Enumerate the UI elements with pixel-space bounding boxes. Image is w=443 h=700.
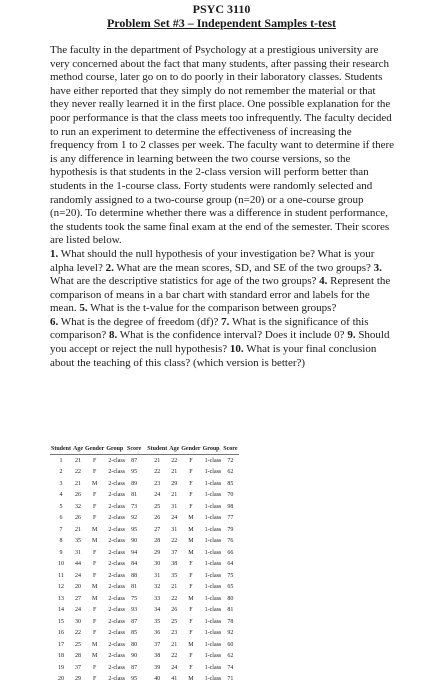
- table-row: [50, 605, 239, 617]
- table-cell: 90: [131, 653, 138, 660]
- table-cell: F: [189, 653, 193, 660]
- table-cell: 85: [131, 630, 138, 637]
- table-cell: 25: [75, 641, 82, 648]
- table-cell: F: [189, 664, 193, 671]
- table-cell: 1-class: [204, 607, 222, 614]
- table-cell: 92: [131, 515, 138, 522]
- table-cell: 22: [154, 469, 161, 476]
- table-cell: 35: [171, 572, 178, 579]
- column-header-score: Score: [126, 446, 142, 455]
- table-cell: M: [188, 595, 194, 602]
- column-header-group: Group: [202, 446, 223, 455]
- table-cell: 32: [154, 584, 161, 591]
- table-cell: M: [92, 538, 98, 545]
- table-cell: 37: [154, 641, 161, 648]
- table-cell: 1-class: [204, 676, 222, 683]
- table-cell: M: [92, 641, 98, 648]
- table-cell: F: [93, 561, 97, 568]
- table-cell: 8: [59, 538, 63, 545]
- table-row: [50, 582, 239, 594]
- table-cell: 87: [131, 618, 138, 625]
- table-cell: 1-class: [204, 515, 222, 522]
- table-row: [50, 616, 239, 628]
- table-cell: 71: [227, 676, 234, 683]
- table-cell: F: [189, 480, 193, 487]
- table-cell: 62: [227, 653, 234, 660]
- table-cell: 1-class: [204, 584, 222, 591]
- table-cell: 2-class: [108, 607, 126, 614]
- intro-paragraph: The faculty in the department of Psychology at a prestigious university are very concerned about the fact that many students, after passing their research method course, later go on to do poorly in their laboratory classes. Students have either reported that they simply do not remember the material or that they never really learned it in the first place. One possible explanation for the poor performance is that the class meets too infrequently. The faculty decided to run an experiment to determine the effectiveness of increasing the frequency from 1 to 2 classes per week. The faculty want to determine if there is any difference in learning between the two course versions, so the hypothesis is that students in the 2-class version will perform better than students in the 1-course class. Forty students were randomly selected and randomly assigned to a two-course group (n=20) or a one-course group (n=20). To determine whether there was a difference in student performance, the students took the same final exam at the end of the semester. Their scores are listed below.: [50, 44, 395, 247]
- table-cell: 93: [131, 607, 138, 614]
- table-cell: M: [92, 595, 98, 602]
- table-cell: 28: [75, 653, 82, 660]
- table-cell: 34: [154, 607, 161, 614]
- table-cell: 26: [75, 515, 82, 522]
- table-cell: 79: [227, 526, 234, 533]
- table-cell: 81: [227, 607, 234, 614]
- table-cell: 2-class: [108, 480, 126, 487]
- table-cell: 1-class: [204, 538, 222, 545]
- table-cell: 20: [58, 676, 64, 683]
- table-cell: 2-class: [108, 572, 126, 579]
- table-cell: 25: [154, 503, 161, 510]
- table-cell: 18: [58, 653, 64, 660]
- table-cell: 20: [75, 584, 82, 591]
- table-cell: 1-class: [204, 492, 222, 499]
- table-cell: 24: [171, 664, 178, 671]
- table-cell: 37: [75, 664, 82, 671]
- table-row: [50, 536, 239, 548]
- column-header-student: Student: [146, 446, 168, 455]
- table-cell: 37: [171, 549, 178, 556]
- table-cell: 1-class: [204, 549, 222, 556]
- question-text: What is the degree of freedom (df)?: [58, 315, 222, 328]
- table-cell: F: [189, 457, 193, 464]
- table-cell: 2-class: [108, 457, 126, 464]
- table-cell: F: [93, 664, 97, 671]
- table-cell: 4: [59, 492, 63, 499]
- question-number: 1.: [50, 247, 59, 260]
- table-cell: F: [189, 492, 193, 499]
- table-cell: 94: [131, 549, 138, 556]
- table-cell: 64: [227, 561, 234, 568]
- table-row: [50, 513, 239, 525]
- table-cell: 10: [58, 561, 64, 568]
- table-cell: 2-class: [108, 538, 126, 545]
- table-cell: 98: [227, 503, 234, 510]
- table-cell: 60: [227, 641, 234, 648]
- question-number: 3.: [373, 261, 382, 274]
- table-cell: F: [189, 630, 193, 637]
- column-header-age: Age: [72, 446, 84, 455]
- table-cell: 89: [131, 480, 138, 487]
- table-cell: 23: [171, 630, 178, 637]
- table-cell: 19: [58, 664, 64, 671]
- table-row: [50, 628, 239, 640]
- table-cell: 15: [58, 618, 64, 625]
- question-text: What is the confidence interval? Does it include 0?: [117, 329, 348, 342]
- table-row: [50, 467, 239, 479]
- table-cell: 2-class: [108, 595, 126, 602]
- table-cell: 1-class: [204, 595, 222, 602]
- table-cell: M: [188, 538, 194, 545]
- table-cell: 21: [171, 641, 178, 648]
- table-cell: 1-class: [204, 618, 222, 625]
- table-cell: 62: [227, 469, 234, 476]
- question-text: What should the null hypothesis of your investigation be? What is your alpha level?: [50, 247, 375, 274]
- table-cell: 29: [154, 549, 161, 556]
- table-cell: 22: [171, 457, 178, 464]
- table-cell: 9: [59, 549, 63, 556]
- table-cell: 11: [58, 572, 64, 579]
- table-cell: F: [189, 572, 193, 579]
- question-number: 4.: [319, 275, 328, 288]
- table-cell: 2-class: [108, 469, 126, 476]
- table-cell: 95: [131, 526, 138, 533]
- question-text: What is the significance of this comparison?: [50, 315, 369, 342]
- table-cell: 31: [171, 526, 178, 533]
- table-cell: 22: [171, 538, 178, 545]
- column-header-age: Age: [168, 446, 180, 455]
- table-cell: 24: [75, 607, 82, 614]
- table-cell: 2-class: [108, 653, 126, 660]
- table-cell: 87: [131, 664, 138, 671]
- table-cell: 2-class: [108, 618, 126, 625]
- table-cell: 66: [227, 549, 234, 556]
- column-header-gender: Gender: [84, 446, 105, 455]
- table-cell: 21: [171, 492, 178, 499]
- table-cell: 38: [154, 653, 161, 660]
- data-table: [50, 446, 239, 685]
- table-cell: 30: [75, 618, 82, 625]
- table-cell: 41: [171, 676, 178, 683]
- table-cell: 12: [58, 584, 64, 591]
- question-text: What is the t-value for the comparison between groups?: [87, 302, 337, 315]
- table-cell: 26: [171, 607, 178, 614]
- question-text: What are the descriptive statistics for age of the two groups?: [50, 275, 320, 288]
- table-cell: 3: [59, 480, 63, 487]
- table-cell: M: [188, 549, 194, 556]
- table-cell: F: [189, 503, 193, 510]
- table-cell: 1-class: [204, 572, 222, 579]
- question-number: 2.: [105, 261, 114, 274]
- table-cell: F: [93, 457, 97, 464]
- question-number: 9.: [347, 329, 356, 342]
- table-cell: F: [189, 584, 193, 591]
- table-cell: 1-class: [204, 641, 222, 648]
- questions-list: [50, 248, 395, 370]
- table-cell: 6: [59, 515, 63, 522]
- page-title: Problem Set #3 – Independent Samples t-test: [106, 16, 337, 30]
- table-cell: F: [93, 469, 97, 476]
- table-cell: 23: [154, 480, 161, 487]
- table-cell: 21: [75, 457, 82, 464]
- table-cell: 21: [75, 526, 82, 533]
- table-cell: 2-class: [108, 676, 126, 683]
- question-text: Should you accept or reject the null hypothesis?: [50, 329, 390, 356]
- table-cell: M: [188, 515, 194, 522]
- table-cell: 2-class: [108, 526, 126, 533]
- table-cell: 21: [75, 480, 82, 487]
- table-cell: M: [92, 584, 98, 591]
- table-cell: 5: [59, 503, 63, 510]
- table-row: [50, 501, 239, 513]
- table-cell: 70: [227, 492, 234, 499]
- table-header-row: [50, 446, 239, 455]
- table-cell: F: [189, 561, 193, 568]
- table-cell: 21: [171, 584, 178, 591]
- table-cell: 80: [131, 641, 138, 648]
- table-row: [50, 651, 239, 663]
- table-cell: M: [188, 641, 194, 648]
- table-cell: 29: [171, 480, 178, 487]
- table-cell: 14: [58, 607, 64, 614]
- table-cell: 76: [227, 538, 234, 545]
- table-cell: F: [93, 630, 97, 637]
- table-cell: 16: [58, 630, 64, 637]
- column-header-student: Student: [50, 446, 72, 455]
- table-cell: 7: [59, 526, 63, 533]
- table-cell: 85: [227, 480, 234, 487]
- table-row: [50, 490, 239, 502]
- table-cell: 30: [154, 561, 161, 568]
- table-row: [50, 478, 239, 490]
- table-cell: 1-class: [204, 469, 222, 476]
- table-cell: 1-class: [204, 503, 222, 510]
- question-number: 5.: [79, 302, 88, 315]
- table-cell: 72: [227, 457, 234, 464]
- table-cell: 65: [227, 584, 234, 591]
- table-cell: 2: [59, 469, 63, 476]
- table-cell: 88: [131, 572, 138, 579]
- table-cell: F: [189, 618, 193, 625]
- table-cell: 2-class: [108, 492, 126, 499]
- table-cell: 1-class: [204, 653, 222, 660]
- table-cell: 28: [154, 538, 161, 545]
- table-cell: 21: [154, 457, 161, 464]
- table-cell: 24: [75, 572, 82, 579]
- table-cell: F: [93, 515, 97, 522]
- question-number: 8.: [108, 329, 118, 342]
- table-row: [50, 570, 239, 582]
- table-cell: 22: [75, 630, 82, 637]
- table-cell: 27: [75, 595, 82, 602]
- table-row: [50, 559, 239, 571]
- table-row: [50, 455, 239, 467]
- table-cell: 2-class: [108, 549, 126, 556]
- question-number: 7.: [221, 315, 230, 328]
- table-cell: 26: [154, 515, 161, 522]
- table-cell: M: [188, 676, 194, 683]
- table-cell: 38: [171, 561, 178, 568]
- table-cell: 44: [75, 561, 82, 568]
- table-cell: 26: [75, 492, 82, 499]
- table-cell: 22: [171, 653, 178, 660]
- table-cell: 92: [227, 630, 234, 637]
- table-cell: 31: [154, 572, 161, 579]
- table-cell: 40: [154, 676, 161, 683]
- table-cell: M: [92, 526, 98, 533]
- table-cell: 2-class: [108, 515, 126, 522]
- table-cell: 95: [131, 469, 138, 476]
- table-row: [50, 674, 239, 686]
- table-cell: 24: [154, 492, 161, 499]
- table-cell: F: [93, 618, 97, 625]
- table-cell: 1-class: [204, 457, 222, 464]
- question-text: What are the mean scores, SD, and SE of the two groups?: [113, 261, 374, 274]
- table-cell: F: [189, 607, 193, 614]
- table-cell: 2-class: [108, 503, 126, 510]
- table-row: [50, 547, 239, 559]
- table-cell: 2-class: [108, 584, 126, 591]
- table-cell: 78: [227, 618, 234, 625]
- table-cell: 73: [131, 503, 138, 510]
- table-cell: 2-class: [108, 630, 126, 637]
- table-cell: 2-class: [108, 561, 126, 568]
- table-cell: 1-class: [204, 664, 222, 671]
- table-cell: F: [93, 607, 97, 614]
- course-code: PSYC 3110: [192, 2, 251, 16]
- table-cell: F: [93, 676, 97, 683]
- table-cell: 29: [75, 676, 82, 683]
- table-row: [50, 662, 239, 674]
- table-cell: 75: [131, 595, 138, 602]
- table-cell: F: [189, 469, 193, 476]
- question-number: 6.: [50, 315, 59, 328]
- table-cell: F: [93, 503, 97, 510]
- table-cell: M: [92, 480, 98, 487]
- column-header-score: Score: [222, 446, 238, 455]
- table-cell: 95: [131, 676, 138, 683]
- table-cell: 1-class: [204, 526, 222, 533]
- data-table-wrap: [50, 446, 239, 685]
- table-cell: 90: [131, 538, 138, 545]
- table-cell: 2-class: [108, 641, 126, 648]
- question-text: Represent the comparison of means in a bar chart with standard error and labels for the mean.: [50, 275, 391, 315]
- table-cell: 84: [131, 561, 138, 568]
- table-cell: 75: [227, 572, 234, 579]
- table-cell: 33: [154, 595, 161, 602]
- question-text: What is your final conclusion about the teaching of this class? (which version is better?): [50, 343, 377, 369]
- table-cell: F: [93, 549, 97, 556]
- table-cell: 32: [75, 503, 82, 510]
- table-cell: 17: [58, 641, 64, 648]
- table-cell: 13: [58, 595, 64, 602]
- table-cell: M: [188, 526, 194, 533]
- column-header-group: Group: [105, 446, 126, 455]
- table-cell: 2-class: [108, 664, 126, 671]
- table-cell: 27: [154, 526, 161, 533]
- table-body: [50, 455, 239, 686]
- table-cell: 39: [154, 664, 161, 671]
- table-cell: 36: [154, 630, 161, 637]
- table-cell: 1-class: [204, 630, 222, 637]
- table-cell: 1-class: [204, 561, 222, 568]
- table-cell: 80: [227, 595, 234, 602]
- table-cell: 24: [171, 515, 178, 522]
- table-cell: 77: [227, 515, 234, 522]
- table-cell: 22: [171, 595, 178, 602]
- table-row: [50, 593, 239, 605]
- table-cell: 81: [131, 584, 138, 591]
- table-cell: F: [93, 492, 97, 499]
- question-number: 10.: [229, 343, 244, 356]
- table-cell: 31: [75, 549, 82, 556]
- table-cell: 31: [171, 503, 178, 510]
- table-cell: 22: [75, 469, 82, 476]
- table-cell: 35: [75, 538, 82, 545]
- table-cell: 35: [154, 618, 161, 625]
- table-cell: 1-class: [204, 480, 222, 487]
- table-cell: 21: [171, 469, 178, 476]
- table-cell: M: [92, 653, 98, 660]
- table-cell: 25: [171, 618, 178, 625]
- problem-text: [50, 44, 395, 370]
- table-cell: F: [93, 572, 97, 579]
- table-row: [50, 639, 239, 651]
- table-cell: 87: [131, 457, 138, 464]
- table-row: [50, 524, 239, 536]
- table-cell: 74: [227, 664, 234, 671]
- column-header-gender: Gender: [180, 446, 201, 455]
- table-cell: 1: [59, 457, 63, 464]
- table-cell: 81: [131, 492, 138, 499]
